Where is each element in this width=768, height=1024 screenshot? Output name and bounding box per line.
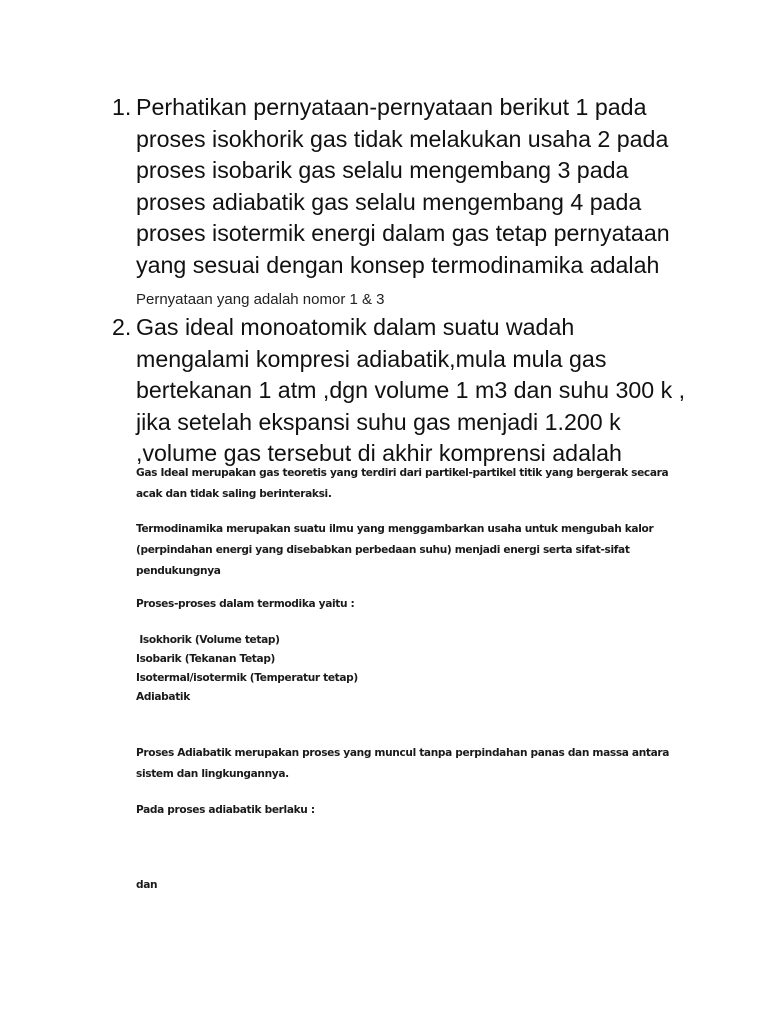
question-text [136,92,712,282]
paragraph-line: dan [136,879,158,891]
question-number: 2. [112,314,132,340]
question-text [136,312,712,470]
question-line: proses adiabatik gas selalu mengembang 4 pada [136,188,642,215]
ideal-gas-paragraph [136,463,668,505]
processes-list [136,631,358,707]
process-item: Isobarik (Tekanan Tetap) [136,653,276,665]
paragraph-line: (perpindahan energi yang disebabkan perbedaan suhu) menjadi energi serta sifat-sifat [136,544,630,556]
processes-heading [136,594,354,615]
paragraph-line: Proses Adiabatik merupakan proses yang muncul tanpa perpindahan panas dan massa antara [136,747,670,759]
answer-1: Pernyataan yang adalah nomor 1 & 3 [136,291,385,308]
question-2 [112,312,712,470]
thermodynamics-paragraph [136,519,653,582]
question-line: proses isobarik gas selalu mengembang 3 pada [136,157,629,184]
question-line: yang sesuai dengan konsep termodinamika adalah [136,251,660,278]
and-text [136,875,157,896]
paragraph-line: Pada proses adiabatik berlaku : [136,804,315,816]
paragraph-line: pendukungnya [136,565,221,577]
question-line: mengalami kompresi adiabatik,mula mula gas [136,345,607,372]
paragraph-line: acak dan tidak saling berinteraksi. [136,488,332,500]
question-line: jika setelah ekspansi suhu gas menjadi 1.200 k [136,408,621,435]
process-item: Isokhorik (Volume tetap) [136,634,280,646]
process-item: Isotermal/isotermik (Temperatur tetap) [136,672,358,684]
paragraph-line: Gas Ideal merupakan gas teoretis yang terdiri dari partikel-partikel titik yang bergerak secara [136,467,669,479]
process-item: Adiabatik [136,691,190,703]
question-1 [112,92,712,282]
question-line: Gas ideal monoatomik dalam suatu wadah [136,314,575,340]
question-line: bertekanan 1 atm ,dgn volume 1 m3 dan suhu 300 k , [136,377,686,404]
paragraph-line: sistem dan lingkungannya. [136,768,289,780]
question-line: Perhatikan pernyataan-pernyataan berikut 1 pada [136,94,647,120]
question-line: proses isotermik energi dalam gas tetap pernyataan [136,220,670,247]
paragraph-line: Termodinamika merupakan suatu ilmu yang menggambarkan usaha untuk mengubah kalor [136,523,654,535]
question-line: proses isokhorik gas tidak melakukan usaha 2 pada [136,125,669,152]
adiabatic-law-heading [136,800,315,821]
question-number: 1. [112,94,132,120]
adiabatic-paragraph [136,743,669,785]
question-line: ,volume gas tersebut di akhir komprensi adalah [136,440,622,467]
paragraph-line: Proses-proses dalam termodika yaitu : [136,598,355,610]
